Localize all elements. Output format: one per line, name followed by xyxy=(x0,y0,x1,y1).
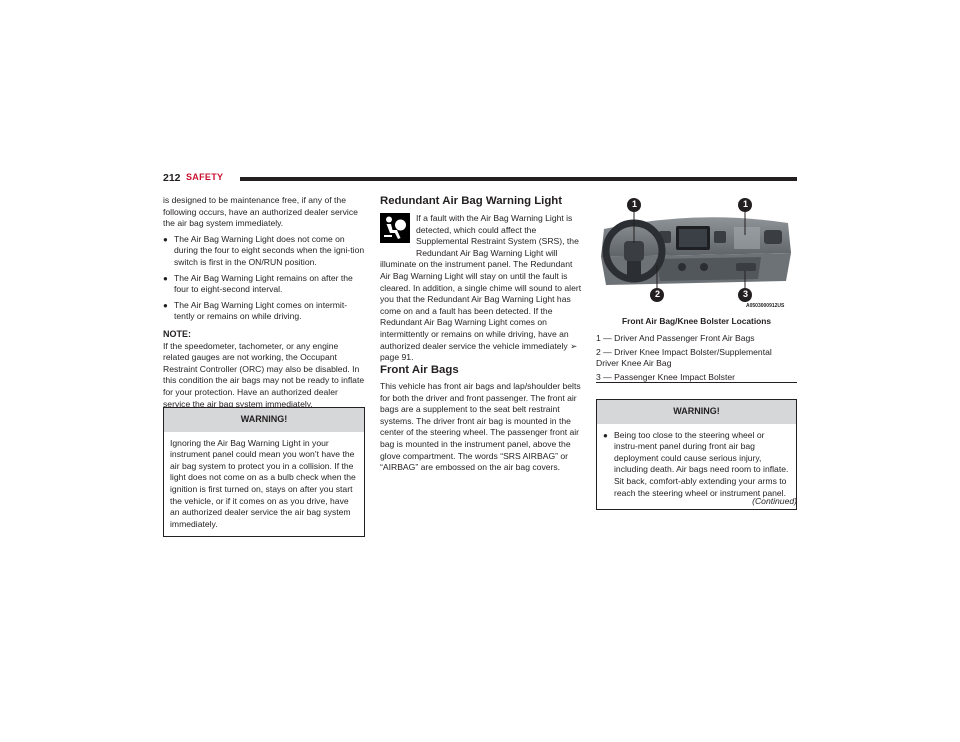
heading-front-air-bags: Front Air Bags xyxy=(380,364,459,376)
callout-label: 1 xyxy=(742,199,748,209)
legend-item: 3 — Passenger Knee Impact Bolster xyxy=(596,371,736,382)
callout-label: 3 xyxy=(742,289,748,299)
header-rule xyxy=(240,177,797,181)
list-item: ● The Air Bag Warning Light remains on after the four to eight-second interval. xyxy=(163,273,365,296)
legend-rule xyxy=(596,382,797,383)
callout-label: 1 xyxy=(631,199,637,209)
heading-redundant-air-bag: Redundant Air Bag Warning Light xyxy=(380,195,563,207)
warning-box-left xyxy=(163,407,365,537)
warning-box-right xyxy=(596,399,797,510)
dashboard-figure xyxy=(596,195,797,313)
section-title: SAFETY xyxy=(186,172,224,182)
warning-title: WARNING! xyxy=(164,408,364,432)
page-ref-arrow-icon: ➢ xyxy=(570,340,578,351)
continued-label: (Continued) xyxy=(752,496,797,506)
callout-label: 2 xyxy=(654,289,660,299)
warning-bullets xyxy=(603,430,790,500)
legend-item: 2 — Driver Knee Impact Bolster/Supplemental Driver Knee Air Bag xyxy=(596,346,772,369)
page-reference[interactable]: page 91. xyxy=(380,352,414,363)
column-left xyxy=(163,195,365,414)
intro-paragraph: is designed to be maintenance free, if any of the following occurs, have an authorized dealer service the air bag system immediately. xyxy=(163,195,358,229)
list-item: ● The Air Bag Warning Light does not come on during the four to eight seconds when the igni-tion switch is first in the ON/RUN position. xyxy=(163,234,365,269)
figure-caption: Front Air Bag/Knee Bolster Locations xyxy=(621,316,772,326)
note-heading: NOTE: xyxy=(163,328,191,339)
note-text: If the speedometer, tachometer, or any engine related gauges are not working, the Occupant Restraint Controller (ORC) may also be disabled. In this condition the air bags may not be ready to inflate for your protection. Have an authorized dealer service the air bag system immediately. xyxy=(163,340,365,409)
front-air-bags-paragraph: This vehicle has front air bags and lap/shoulder belts for both the driver and front passenger. The front air bags are a supplement to the seat belt restraint systems. The driver front air bag is mounted in the center of the steering wheel. The passenger front air bag is mounted in the instrument panel, above the glove compartment. The words “SRS AIRBAG” or “AIRBAG” are embossed on the air bag covers. xyxy=(380,381,581,473)
list-item: ● Being too close to the steering wheel or instru-ment panel during front air bag deployment could cause serious injury, including death. Air bags need room to inflate. Sit back, comfort-ably extending your arms to reach the steering wheel or instrument panel. xyxy=(603,430,790,500)
redundant-warning-paragraph: If a fault with the Air Bag Warning Light is detected, which could affect the Supplemental Restraint System (SRS), the Redundant Air Bag Warning Light will illuminate on the instrument panel. The Redundant Air Bag Warning Light will stay on until the fault is cleared. In addition, a single chime will sound to alert you that the Redundant Air Bag Warning Light has come on and a fault has been detected. If the Redundant Air Bag Warning Light comes on intermittently or remains on while driving, have an authorized dealer service the vehicle immediately xyxy=(380,213,582,351)
page-number: 212 xyxy=(163,172,181,184)
para-redundant-wrap xyxy=(380,213,582,364)
figure-legend xyxy=(596,333,797,385)
warning-text: Ignoring the Air Bag Warning Light in your instrument panel could mean you won’t have the air bag system to protect you in a collision. If the light does not come on as a bulb check when the ignition is first turned on, stays on after you start the vehicle, or if it comes on as you drive, have an authorized dealer service the air bag system immediately. xyxy=(170,437,356,529)
warning-title: WARNING! xyxy=(597,400,796,424)
warning-light-conditions xyxy=(163,234,365,323)
legend-item: 1 — Driver And Passenger Front Air Bags xyxy=(596,333,755,343)
image-code: A0503000912US xyxy=(746,303,785,309)
list-item: ● The Air Bag Warning Light comes on intermit-tently or remains on while driving. xyxy=(163,300,365,323)
